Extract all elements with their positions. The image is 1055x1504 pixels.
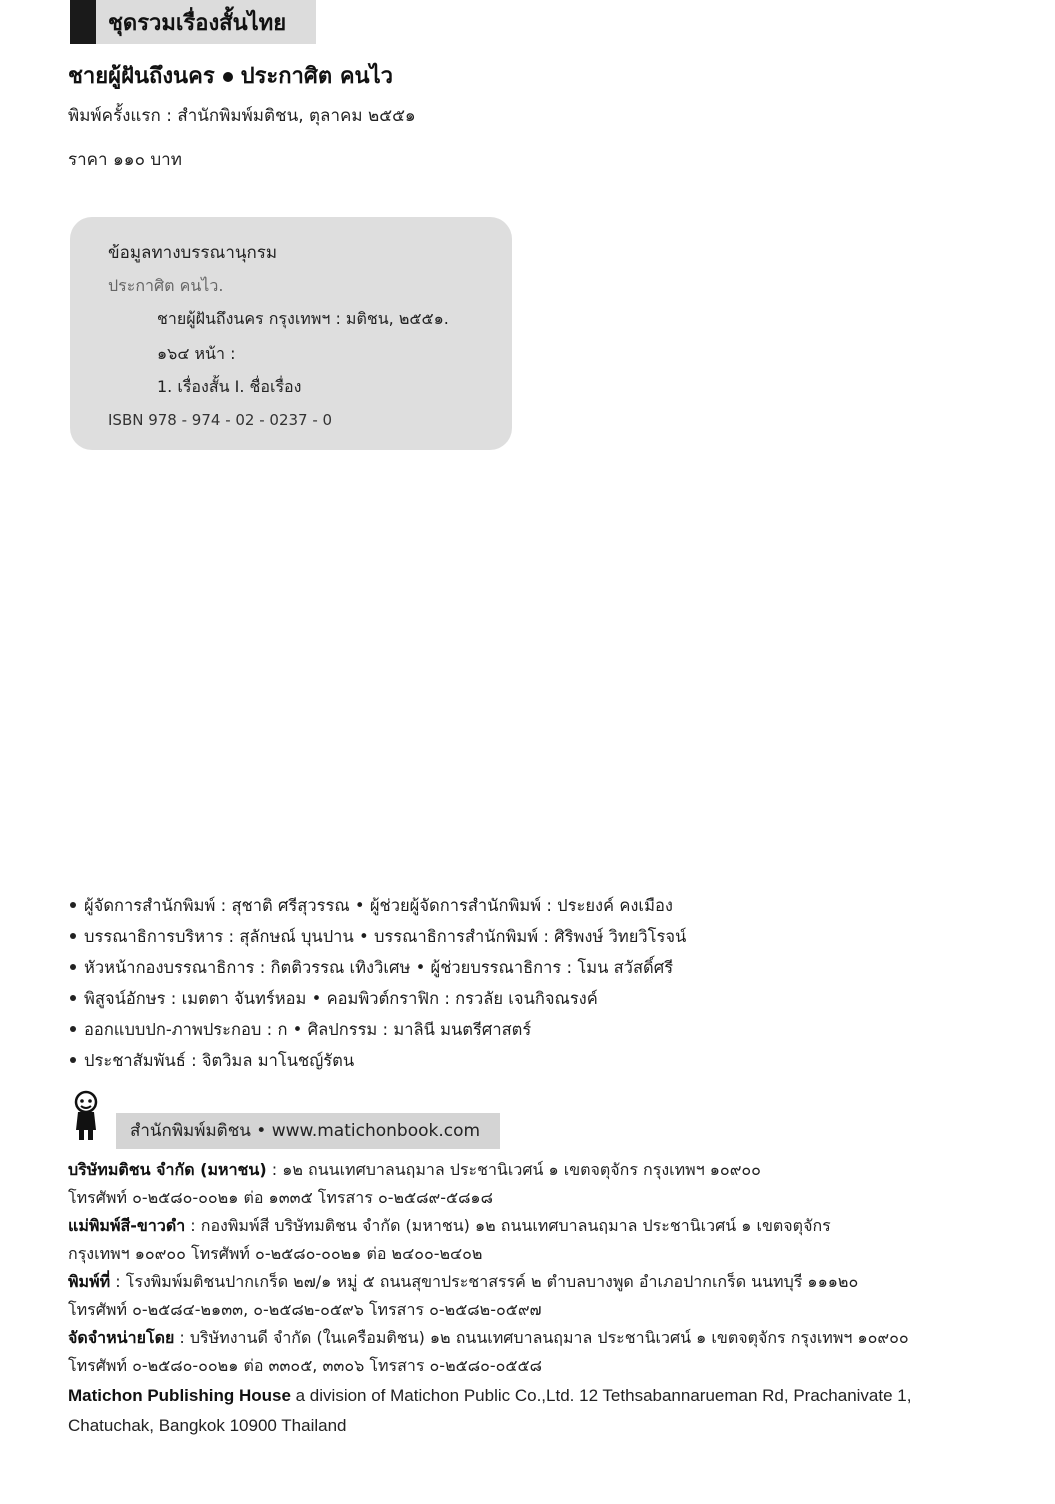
imprint-row (68, 1185, 1038, 1213)
book-author: ประกาศิต คนไว (240, 64, 393, 89)
distributor-phone: โทรศัพท์ ๐-๒๕๘๐-๐๐๒๑ ต่อ ๓๓๐๕, ๓๓๐๖ โทรสาร ๐-๒๕๘๐-๐๕๕๘ (68, 1356, 542, 1375)
bullet-icon (70, 995, 76, 1001)
bullet-icon (70, 964, 76, 970)
price: ราคา ๑๑๐ บาท (68, 150, 182, 170)
staff-text: พิสูจน์อักษร : เมตตา จันทร์หอม • คอมพิวต์กราฟิก : กรวลัย เจนกิจณรงค์ (84, 989, 598, 1008)
imprint-row (68, 1297, 1038, 1325)
staff-row (70, 955, 1030, 986)
english-publisher-label: Matichon Publishing House (68, 1386, 291, 1405)
cip-author: ประกาศิต คนไว. (108, 276, 224, 295)
publisher-mascot-icon (70, 1090, 104, 1142)
platemaker-address-cont: กรุงเทพฯ ๑๐๙๐๐ โทรศัพท์ ๐-๒๕๘๐-๐๐๒๑ ต่อ ๒๔๐๐-๒๔๐๒ (68, 1244, 483, 1263)
staff-text: หัวหน้ากองบรรณาธิการ : กิตติวรรณ เทิงวิเศษ • ผู้ช่วยบรรณาธิการ : โมน สวัสดิ์ศรี (84, 958, 674, 977)
imprint-row-english (68, 1411, 1038, 1441)
series-band (70, 0, 316, 44)
english-address-cont: Chatuchak, Bangkok 10900 Thailand (68, 1416, 347, 1435)
book-title-line (68, 58, 393, 93)
company-phone: โทรศัพท์ ๐-๒๕๘๐-๐๐๒๑ ต่อ ๑๓๓๕ โทรสาร ๐-๒๕๘๙-๕๘๑๘ (68, 1188, 493, 1207)
series-band-mark (70, 0, 96, 44)
distributor-label: จัดจำหน่ายโดย (68, 1328, 175, 1347)
staff-row (70, 1048, 1030, 1079)
staff-row (70, 893, 1030, 924)
cip-subjects: 1. เรื่องสั้น I. ชื่อเรื่อง (157, 377, 302, 396)
company-address: : ๑๒ ถนนเทศบาลนฤมาล ประชานิเวศน์ ๑ เขตจตุจักร กรุงเทพฯ ๑๐๙๐๐ (266, 1160, 761, 1179)
publisher-band: สำนักพิมพ์มติชน • www.matichonbook.com (116, 1113, 500, 1149)
cataloging-box (70, 217, 512, 450)
imprint-row (68, 1325, 1038, 1353)
imprint-row-english (68, 1381, 1038, 1411)
staff-text: ผู้จัดการสำนักพิมพ์ : สุชาติ ศรีสุวรรณ • ผู้ช่วยผู้จัดการสำนักพิมพ์ : ประยงค์ คงเมือง (84, 896, 673, 915)
printer-address: : โรงพิมพ์มติชนปากเกร็ด ๒๗/๑ หมู่ ๕ ถนนสุขาประชาสรรค์ ๒ ตำบลบางพูด อำเภอปากเกร็ด นนทบุรี ๑๑๑๒๐ (110, 1272, 859, 1291)
bullet-icon (70, 1026, 76, 1032)
cip-isbn: ISBN 978 - 974 - 02 - 0237 - 0 (108, 411, 333, 429)
bullet-icon (70, 1057, 76, 1063)
series-label: ชุดรวมเรื่องสั้นไทย (108, 10, 287, 36)
bullet-icon (70, 902, 76, 908)
cip-pages: ๑๖๔ หน้า : (157, 344, 236, 363)
book-title: ชายผู้ฝันถึงนคร (68, 64, 215, 89)
title-separator-dot (223, 72, 233, 82)
platemaker-address: : กองพิมพ์สี บริษัทมติชน จำกัด (มหาชน) ๑๒ ถนนเทศบาลนฤมาล ประชานิเวศน์ ๑ เขตจตุจักร (185, 1216, 831, 1235)
company-label: บริษัทมติชน จำกัด (มหาชน) (68, 1160, 267, 1179)
bullet-icon (70, 933, 76, 939)
imprint-row (68, 1241, 1038, 1269)
printer-label: พิมพ์ที่ (68, 1272, 111, 1291)
staff-row (70, 924, 1030, 955)
imprint-row (68, 1269, 1038, 1297)
staff-row (70, 1017, 1030, 1048)
staff-row (70, 986, 1030, 1017)
edition-info: พิมพ์ครั้งแรก : สำนักพิมพ์มติชน, ตุลาคม ๒๕๕๑ (68, 106, 416, 126)
staff-text: บรรณาธิการบริหาร : สุลักษณ์ บุนปาน • บรรณาธิการสำนักพิมพ์ : ศิริพงษ์ วิทยวิโรจน์ (84, 927, 687, 946)
distributor-address: : บริษัทงานดี จำกัด (ในเครือมติชน) ๑๒ ถนนเทศบาลนฤมาล ประชานิเวศน์ ๑ เขตจตุจักร กรุงเทพฯ ๑๐๙๐๐ (174, 1328, 909, 1347)
staff-credits (70, 893, 1030, 1079)
cip-heading: ข้อมูลทางบรรณานุกรม (108, 243, 278, 263)
english-address: a division of Matichon Public Co.,Ltd. 12 Tethsabannarueman Rd, Prachanivate 1, (290, 1386, 912, 1405)
staff-text: ประชาสัมพันธ์ : จิตวิมล มาโนชญ์รัตน (84, 1051, 355, 1070)
printer-phone: โทรศัพท์ ๐-๒๕๘๔-๒๑๓๓, ๐-๒๕๘๒-๐๕๙๖ โทรสาร ๐-๒๕๘๒-๐๕๙๗ (68, 1300, 542, 1319)
imprint-row (68, 1157, 1038, 1185)
imprint-block (68, 1157, 1038, 1441)
imprint-row (68, 1213, 1038, 1241)
staff-text: ออกแบบปก-ภาพประกอบ : ก • ศิลปกรรม : มาลินี มนตรีศาสตร์ (84, 1020, 532, 1039)
imprint-row (68, 1353, 1038, 1381)
platemaker-label: แม่พิมพ์สี-ขาวดำ (68, 1216, 186, 1235)
cip-title-line: ชายผู้ฝันถึงนคร กรุงเทพฯ : มติชน, ๒๕๕๑. (157, 309, 449, 328)
